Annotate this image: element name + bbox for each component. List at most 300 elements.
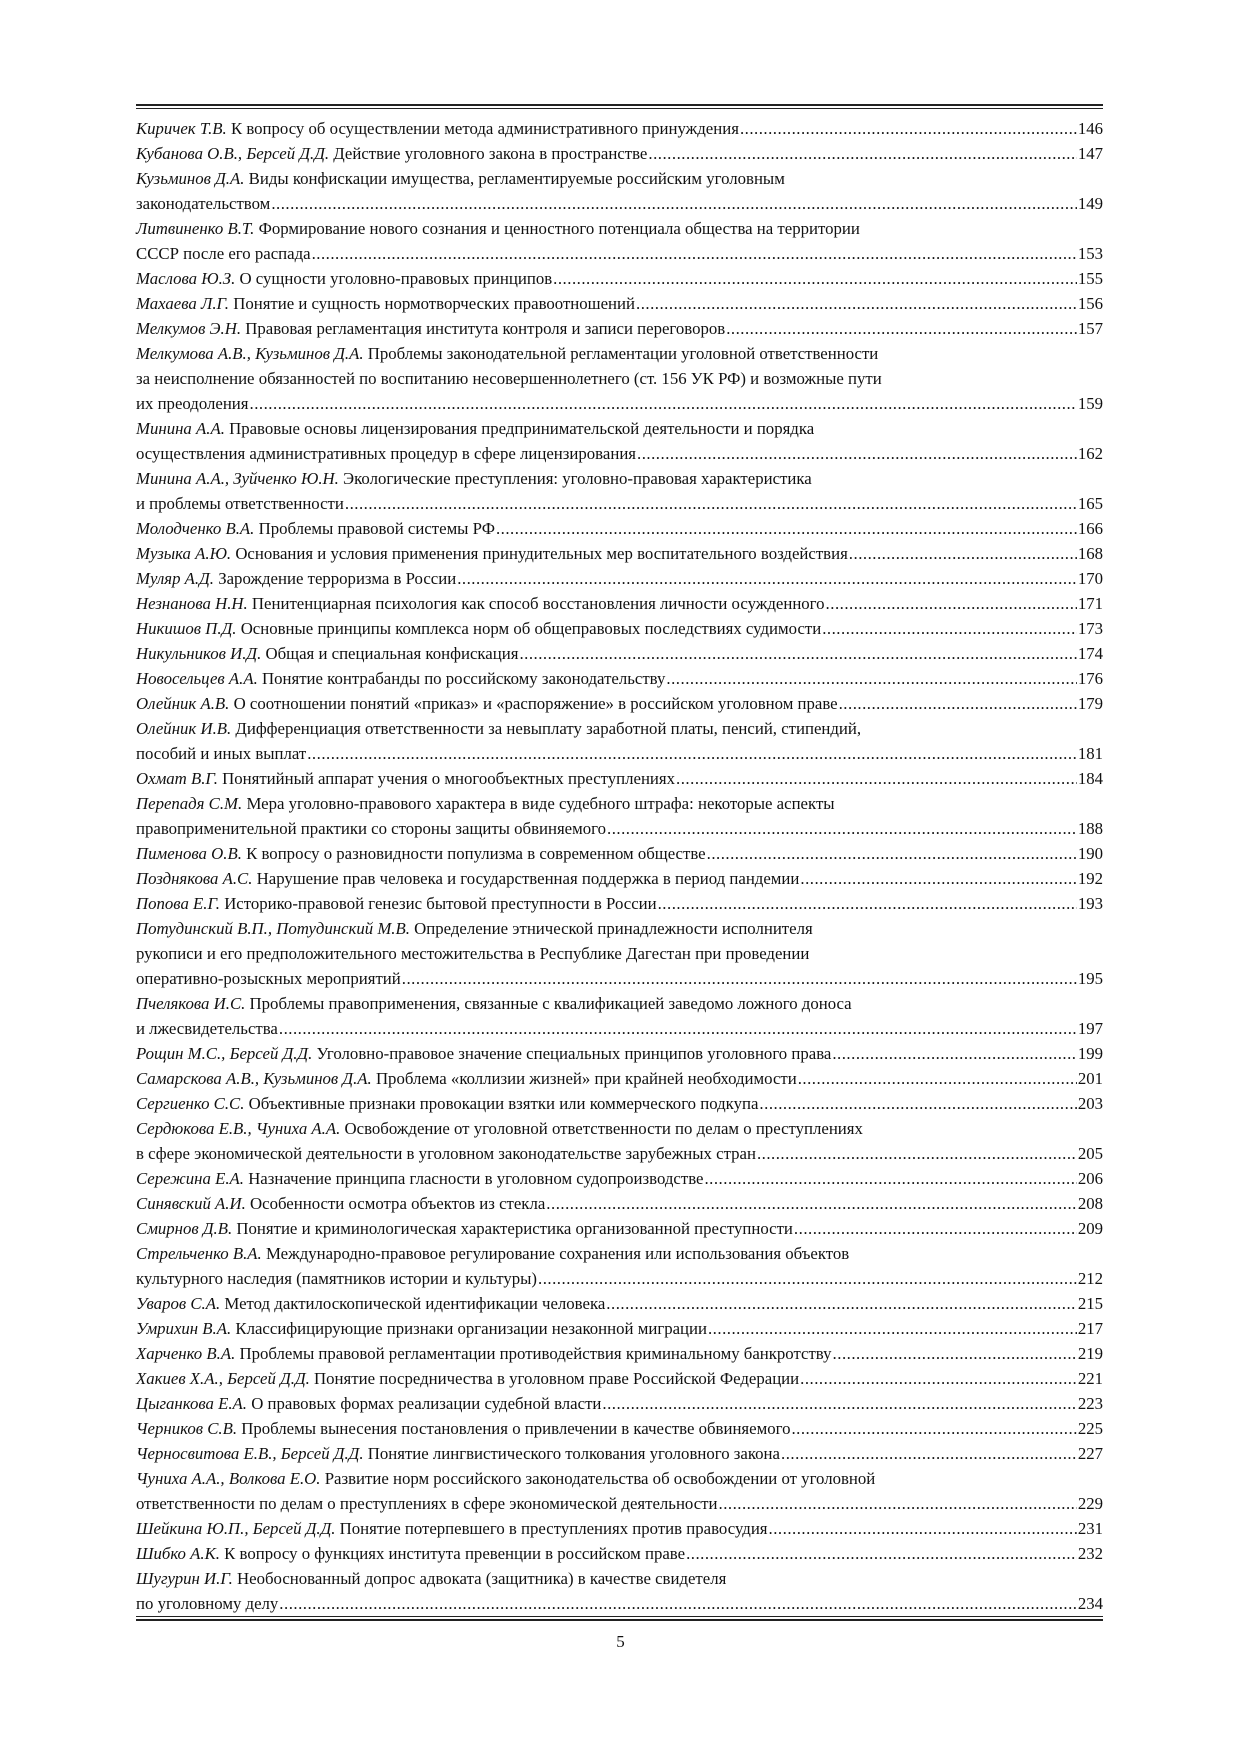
- toc-entry-page: 188: [1077, 819, 1103, 838]
- toc-entry-title: и проблемы ответственности: [136, 494, 344, 513]
- toc-entry-author: Потудинский В.П., Потудинский М.В.: [136, 919, 410, 938]
- toc-entry-author: Киричек Т.В.: [136, 119, 227, 138]
- toc-entry[interactable]: [136, 716, 1103, 766]
- toc-entry-line: [136, 1491, 1103, 1516]
- dot-leader: [637, 441, 1077, 466]
- toc-entry[interactable]: [136, 1541, 1103, 1566]
- toc-entry-title: законодательством: [136, 194, 271, 213]
- dot-leader: [538, 1266, 1077, 1291]
- toc-entry-line: [136, 1541, 1103, 1566]
- toc-entry-author: Сергиенко С.С.: [136, 1094, 245, 1113]
- toc-entry-author: Мелкумова А.В., Кузьминов Д.А.: [136, 344, 364, 363]
- dot-leader: [707, 841, 1077, 866]
- toc-entry-page: 225: [1077, 1419, 1103, 1438]
- toc-entry-author: Молодченко В.А.: [136, 519, 255, 538]
- dot-leader: [307, 741, 1077, 766]
- toc-entry[interactable]: [136, 1216, 1103, 1241]
- toc-entry-author: Кубанова О.В., Берсей Д.Д.: [136, 144, 330, 163]
- toc-entry-line: [136, 491, 1103, 516]
- toc-entry-author: Шибко А.К.: [136, 1544, 220, 1563]
- toc-entry[interactable]: [136, 141, 1103, 166]
- toc-entry-page: 176: [1077, 669, 1103, 688]
- toc-entry-line: [136, 916, 1103, 941]
- toc-entry-page: 215: [1077, 1294, 1103, 1313]
- dot-leader: [719, 1491, 1077, 1516]
- toc-entry-author: Рощин М.С., Берсей Д.Д.: [136, 1044, 313, 1063]
- toc-entry-line: [136, 1441, 1103, 1466]
- toc-entry-line: [136, 541, 1103, 566]
- toc-entry-title: в сфере экономической деятельности в уголовном законодательстве зарубежных стран: [136, 1144, 756, 1163]
- toc-entry-line: [136, 1266, 1103, 1291]
- toc-entry-author: Музыка А.Ю.: [136, 544, 232, 563]
- toc-entry-title: Проблемы вынесения постановления о привлечении в качестве обвиняемого: [241, 1419, 791, 1438]
- dot-leader: [757, 1141, 1077, 1166]
- toc-entry[interactable]: [136, 1366, 1103, 1391]
- toc-entry-title: Определение этнической принадлежности исполнителя: [414, 919, 813, 938]
- toc-entry[interactable]: [136, 341, 1103, 416]
- toc-entry-author: Пименова О.В.: [136, 844, 242, 863]
- dot-leader: [345, 491, 1077, 516]
- toc-entry-line: [136, 1216, 1103, 1241]
- toc-entry[interactable]: [136, 766, 1103, 791]
- toc-entry-page: 171: [1077, 594, 1103, 613]
- dot-leader: [726, 316, 1077, 341]
- toc-entry-author: Маслова Ю.З.: [136, 269, 236, 288]
- dot-leader: [800, 1366, 1077, 1391]
- dot-leader: [839, 691, 1077, 716]
- toc-entry-page: 153: [1077, 244, 1103, 263]
- toc-entry-title: Правовая регламентация института контроля и записи переговоров: [245, 319, 726, 338]
- toc-entry[interactable]: [136, 591, 1103, 616]
- toc-entry-line: [136, 741, 1103, 766]
- toc-entry-title: Особенности осмотра объектов из стекла: [250, 1194, 546, 1213]
- toc-entry-page: 190: [1077, 844, 1103, 863]
- toc-entry[interactable]: [136, 1566, 1103, 1616]
- toc-entry-author: Черносвитова Е.В., Берсей Д.Д.: [136, 1444, 364, 1463]
- toc-entry-line: [136, 216, 1103, 241]
- toc-entry-line: [136, 941, 1103, 966]
- toc-entry[interactable]: [136, 291, 1103, 316]
- toc-entry-page: 206: [1077, 1169, 1103, 1188]
- toc-entry-line: [136, 441, 1103, 466]
- toc-entry[interactable]: [136, 541, 1103, 566]
- toc-entry-line: [136, 791, 1103, 816]
- toc-entry-page: 199: [1077, 1044, 1103, 1063]
- toc-entry-line: [136, 1466, 1103, 1491]
- toc-entry-title: О правовых формах реализации судебной власти: [251, 1394, 602, 1413]
- dot-leader: [546, 1191, 1077, 1216]
- toc-entry-page: 170: [1077, 569, 1103, 588]
- toc-entry-author: Шугурин И.Г.: [136, 1569, 233, 1588]
- toc-entry-author: Уваров С.А.: [136, 1294, 221, 1313]
- toc-entry-title: культурного наследия (памятников истории и культуры): [136, 1269, 538, 1288]
- toc-entry-line: [136, 291, 1103, 316]
- toc-entry-title: К вопросу об осуществлении метода административного принуждения: [230, 119, 739, 138]
- toc-entry-page: 205: [1077, 1144, 1103, 1163]
- toc-entry-title: Необоснованный допрос адвоката (защитника) в качестве свидетеля: [237, 1569, 727, 1588]
- toc-entry-title: Мера уголовно-правового характера в виде судебного штрафа: некоторые аспекты: [246, 794, 835, 813]
- toc-entry-page: 173: [1077, 619, 1103, 638]
- toc-entry-page: 162: [1077, 444, 1103, 463]
- toc-entry-page: 219: [1077, 1344, 1103, 1363]
- toc-entry-title: Понятие и сущность нормотворческих правоотношений: [233, 294, 635, 313]
- toc-entry-title: Дифференциация ответственности за невыплату заработной платы, пенсий, стипендий,: [235, 719, 862, 738]
- toc-entry-author: Махаева Л.Г.: [136, 294, 229, 313]
- toc-entry-page: 146: [1077, 119, 1103, 138]
- dot-leader: [519, 641, 1076, 666]
- toc-entry-page: 209: [1077, 1219, 1103, 1238]
- dot-leader: [666, 666, 1076, 691]
- toc-entry-title: их преодоления: [136, 394, 249, 413]
- toc-entry-author: Незнанова Н.Н.: [136, 594, 248, 613]
- toc-entry-author: Кузьминов Д.А.: [136, 169, 245, 188]
- toc-entry-title: К вопросу о функциях института превенции в российском праве: [224, 1544, 686, 1563]
- toc-entry-page: 181: [1077, 744, 1103, 763]
- toc-entry-page: 212: [1077, 1269, 1103, 1288]
- toc-entry-line: [136, 1041, 1103, 1066]
- toc-entry-page: 149: [1077, 194, 1103, 213]
- toc-entry-page: 166: [1077, 519, 1103, 538]
- dot-leader: [312, 241, 1077, 266]
- toc-entry-title: Объективные признаки провокации взятки или коммерческого подкупа: [248, 1094, 759, 1113]
- toc-entry-line: [136, 691, 1103, 716]
- toc-entry-page: 193: [1077, 894, 1103, 913]
- toc-entry-line: [136, 716, 1103, 741]
- toc-entry-line: [136, 891, 1103, 916]
- toc-entry-line: [136, 766, 1103, 791]
- toc-entry-line: [136, 166, 1103, 191]
- toc-entry[interactable]: [136, 566, 1103, 591]
- dot-leader: [832, 1041, 1076, 1066]
- toc-entry-author: Стрельченко В.А.: [136, 1244, 262, 1263]
- toc-entry-line: [136, 1141, 1103, 1166]
- toc-entry-line: [136, 1366, 1103, 1391]
- dot-leader: [457, 566, 1077, 591]
- toc-entry-page: 192: [1077, 869, 1103, 888]
- toc-entry-author: Синявский А.И.: [136, 1194, 246, 1213]
- dot-leader: [849, 541, 1077, 566]
- toc-entry-title: Международно-правовое регулирование сохранения или использования объектов: [265, 1244, 850, 1263]
- toc-entry-author: Никишов П.Д.: [136, 619, 237, 638]
- toc-entry-page: 168: [1077, 544, 1103, 563]
- dot-leader: [759, 1091, 1076, 1116]
- toc-entry-title: Освобождение от уголовной ответственности по делам о преступлениях: [344, 1119, 863, 1138]
- toc-entry-line: [136, 616, 1103, 641]
- table-of-contents: [136, 116, 1103, 1616]
- toc-entry[interactable]: [136, 991, 1103, 1041]
- toc-entry-page: 157: [1077, 319, 1103, 338]
- dot-leader: [740, 116, 1077, 141]
- toc-entry-title: Назначение принципа гласности в уголовном судопроизводстве: [248, 1169, 704, 1188]
- dot-leader: [271, 191, 1077, 216]
- dot-leader: [648, 141, 1076, 166]
- toc-entry-page: 147: [1077, 144, 1103, 163]
- dot-leader: [250, 391, 1077, 416]
- toc-entry-title: Понятие потерпевшего в преступлениях против правосудия: [339, 1519, 768, 1538]
- toc-entry-line: [136, 991, 1103, 1016]
- toc-entry-title: ответственности по делам о преступлениях в сфере экономической деятельности: [136, 1494, 718, 1513]
- toc-entry-line: [136, 1341, 1103, 1366]
- toc-entry-author: Мелкумов Э.Н.: [136, 319, 242, 338]
- dot-leader: [676, 766, 1077, 791]
- toc-entry[interactable]: [136, 1466, 1103, 1516]
- toc-entry-line: [136, 566, 1103, 591]
- toc-entry-author: Харченко В.А.: [136, 1344, 236, 1363]
- toc-entry-title: осуществления административных процедур в сфере лицензирования: [136, 444, 637, 463]
- toc-entry-line: [136, 841, 1103, 866]
- toc-entry-title: О соотношении понятий «приказ» и «распоряжение» в российском уголовном праве: [233, 694, 838, 713]
- toc-entry-author: Хакиев Х.А., Берсей Д.Д.: [136, 1369, 310, 1388]
- toc-entry-line: [136, 1566, 1103, 1591]
- dot-leader: [279, 1591, 1077, 1616]
- toc-entry-page: 208: [1077, 1194, 1103, 1213]
- toc-entry[interactable]: [136, 1291, 1103, 1316]
- toc-entry-author: Позднякова А.С.: [136, 869, 253, 888]
- toc-entry[interactable]: [136, 666, 1103, 691]
- toc-entry[interactable]: [136, 691, 1103, 716]
- toc-entry[interactable]: [136, 166, 1103, 216]
- toc-entry-author: Муляр А.Д.: [136, 569, 214, 588]
- toc-entry-line: [136, 591, 1103, 616]
- dot-leader: [686, 1541, 1077, 1566]
- toc-entry-title: Понятие контрабанды по российскому законодательству: [262, 669, 666, 688]
- toc-entry-line: [136, 316, 1103, 341]
- dot-leader: [606, 1291, 1077, 1316]
- toc-entry[interactable]: [136, 866, 1103, 891]
- toc-entry-author: Сережина Е.А.: [136, 1169, 244, 1188]
- toc-entry-line: [136, 466, 1103, 491]
- toc-entry-line: [136, 1116, 1103, 1141]
- toc-entry-line: [136, 366, 1103, 391]
- toc-entry-line: [136, 1066, 1103, 1091]
- toc-entry-title: Проблемы правовой системы РФ: [258, 519, 495, 538]
- toc-entry-line: [136, 116, 1103, 141]
- toc-entry-title: Пенитенциарная психология как способ восстановления личности осужденного: [251, 594, 825, 613]
- dot-leader: [496, 516, 1077, 541]
- dot-leader: [833, 1341, 1077, 1366]
- toc-entry-page: 221: [1077, 1369, 1103, 1388]
- toc-entry-title: Виды конфискации имущества, регламентируемые российским уголовным: [248, 169, 785, 188]
- dot-leader: [791, 1416, 1076, 1441]
- toc-entry[interactable]: [136, 316, 1103, 341]
- toc-entry-title: и лжесвидетельства: [136, 1019, 278, 1038]
- toc-entry-title: Основания и условия применения принудительных мер воспитательного воздействия: [235, 544, 848, 563]
- toc-entry-page: 227: [1077, 1444, 1103, 1463]
- toc-entry-line: [136, 341, 1103, 366]
- toc-entry-line: [136, 816, 1103, 841]
- toc-entry-title: Проблемы правовой регламентации противодействия криминальному банкротству: [239, 1344, 832, 1363]
- toc-entry-line: [136, 416, 1103, 441]
- dot-leader: [708, 1316, 1077, 1341]
- toc-entry-line: [136, 1316, 1103, 1341]
- toc-entry-title: за неисполнение обязанностей по воспитанию несовершеннолетнего (ст. 156 УК РФ) и возможные пути: [136, 369, 882, 388]
- toc-entry-page: 184: [1077, 769, 1103, 788]
- toc-entry-line: [136, 1291, 1103, 1316]
- toc-entry-title: СССР после его распада: [136, 244, 311, 263]
- toc-entry-author: Олейник А.В.: [136, 694, 230, 713]
- toc-entry-title: Проблемы законодательной регламентации уголовной ответственности: [367, 344, 879, 363]
- toc-entry-line: [136, 141, 1103, 166]
- toc-entry-title: пособий и иных выплат: [136, 744, 307, 763]
- toc-entry[interactable]: [136, 216, 1103, 266]
- toc-entry-author: Черников С.В.: [136, 1419, 238, 1438]
- dot-leader: [602, 1391, 1076, 1416]
- toc-entry-author: Попова Е.Г.: [136, 894, 220, 913]
- toc-entry-title: Понятие лингвистического толкования уголовного закона: [367, 1444, 780, 1463]
- toc-entry-author: Пчелякова И.С.: [136, 994, 246, 1013]
- toc-entry[interactable]: [136, 1066, 1103, 1091]
- toc-entry-title: Экологические преступления: уголовно-правовая характеристика: [343, 469, 812, 488]
- toc-entry-author: Самарскова А.В., Кузьминов Д.А.: [136, 1069, 372, 1088]
- toc-entry[interactable]: [136, 1441, 1103, 1466]
- dot-leader: [781, 1441, 1077, 1466]
- toc-entry[interactable]: [136, 1166, 1103, 1191]
- toc-entry-title: Проблема «коллизии жизней» при крайней необходимости: [375, 1069, 797, 1088]
- toc-entry-line: [136, 241, 1103, 266]
- dot-leader: [822, 616, 1077, 641]
- toc-entry-title: Развитие норм российского законодательства об освобождении от уголовной: [324, 1469, 876, 1488]
- toc-entry-author: Умрихин В.А.: [136, 1319, 232, 1338]
- dot-leader: [800, 866, 1076, 891]
- toc-entry-line: [136, 1516, 1103, 1541]
- toc-entry-title: Понятие и криминологическая характеристика организованной преступности: [236, 1219, 793, 1238]
- toc-entry[interactable]: [136, 1516, 1103, 1541]
- toc-entry-title: по уголовному делу: [136, 1594, 279, 1613]
- toc-entry[interactable]: [136, 266, 1103, 291]
- toc-entry[interactable]: [136, 791, 1103, 841]
- toc-entry-page: 165: [1077, 494, 1103, 513]
- toc-entry[interactable]: [136, 1241, 1103, 1291]
- toc-entry-page: 223: [1077, 1394, 1103, 1413]
- toc-entry-line: [136, 1016, 1103, 1041]
- toc-entry-page: 174: [1077, 644, 1103, 663]
- toc-entry-line: [136, 1091, 1103, 1116]
- toc-entry-author: Смирнов Д.В.: [136, 1219, 233, 1238]
- toc-entry-title: Классифицирующие признаки организации незаконной миграции: [235, 1319, 707, 1338]
- toc-entry-title: Действие уголовного закона в пространстве: [333, 144, 648, 163]
- toc-entry[interactable]: [136, 641, 1103, 666]
- toc-entry-page: 232: [1077, 1544, 1103, 1563]
- toc-entry-author: Цыганкова Е.А.: [136, 1394, 247, 1413]
- toc-entry[interactable]: [136, 1041, 1103, 1066]
- toc-entry[interactable]: [136, 416, 1103, 466]
- toc-entry-page: 159: [1077, 394, 1103, 413]
- toc-entry-page: 234: [1077, 1594, 1103, 1613]
- toc-entry-page: 217: [1077, 1319, 1103, 1338]
- dot-leader: [826, 591, 1077, 616]
- toc-entry[interactable]: [136, 916, 1103, 991]
- toc-entry-line: [136, 1416, 1103, 1441]
- toc-entry-line: [136, 191, 1103, 216]
- toc-entry-page: 203: [1077, 1094, 1103, 1113]
- toc-entry[interactable]: [136, 891, 1103, 916]
- dot-leader: [636, 291, 1077, 316]
- toc-entry[interactable]: [136, 466, 1103, 516]
- toc-entry-author: Литвиненко В.Т.: [136, 219, 255, 238]
- dot-leader: [769, 1516, 1077, 1541]
- toc-entry-author: Олейник И.В.: [136, 719, 232, 738]
- toc-entry-author: Сердюкова Е.В., Чуниха А.А.: [136, 1119, 341, 1138]
- toc-entry-title: Основные принципы комплекса норм об общеправовых последствиях судимости: [240, 619, 822, 638]
- toc-entry-author: Шейкина Ю.П., Берсей Д.Д.: [136, 1519, 336, 1538]
- toc-entry-title: Формирование нового сознания и ценностного потенциала общества на территории: [258, 219, 860, 238]
- toc-entry-title: правоприменительной практики со стороны защиты обвиняемого: [136, 819, 606, 838]
- dot-leader: [798, 1066, 1077, 1091]
- toc-entry-author: Новосельцев А.А.: [136, 669, 258, 688]
- toc-entry-author: Минина А.А.: [136, 419, 225, 438]
- toc-entry-line: [136, 1591, 1103, 1616]
- toc-entry[interactable]: [136, 1116, 1103, 1166]
- toc-entry-title: Правовые основы лицензирования предпринимательской деятельности и порядка: [229, 419, 815, 438]
- toc-entry-line: [136, 1166, 1103, 1191]
- toc-entry[interactable]: [136, 516, 1103, 541]
- toc-entry-page: 229: [1077, 1494, 1103, 1513]
- toc-entry-title: Общая и специальная конфискация: [265, 644, 519, 663]
- dot-leader: [553, 266, 1077, 291]
- toc-entry-page: 197: [1077, 1019, 1103, 1038]
- toc-entry-title: Проблемы правоприменения, связанные с квалификацией заведомо ложного доноса: [249, 994, 852, 1013]
- toc-entry[interactable]: [136, 116, 1103, 141]
- toc-entry[interactable]: [136, 1391, 1103, 1416]
- toc-entry-title: Понятийный аппарат учения о многообъектных преступлениях: [222, 769, 676, 788]
- toc-entry[interactable]: [136, 1191, 1103, 1216]
- dot-leader: [279, 1016, 1077, 1041]
- toc-entry[interactable]: [136, 841, 1103, 866]
- toc-entry[interactable]: [136, 1316, 1103, 1341]
- toc-entry-author: Перепадя С.М.: [136, 794, 243, 813]
- toc-entry[interactable]: [136, 616, 1103, 641]
- dot-leader: [607, 816, 1077, 841]
- toc-entry-title: О сущности уголовно-правовых принципов: [239, 269, 553, 288]
- toc-entry[interactable]: [136, 1341, 1103, 1366]
- toc-entry-title: Нарушение прав человека и государственная поддержка в период пандемии: [256, 869, 800, 888]
- toc-entry-page: 201: [1077, 1069, 1103, 1088]
- toc-entry-author: Минина А.А., Зуйченко Ю.Н.: [136, 469, 339, 488]
- toc-entry-title: Метод дактилоскопической идентификации человека: [224, 1294, 606, 1313]
- toc-entry-line: [136, 641, 1103, 666]
- toc-entry[interactable]: [136, 1091, 1103, 1116]
- toc-entry-title: Уголовно-правовое значение специальных принципов уголовного права: [316, 1044, 832, 1063]
- dot-leader: [402, 966, 1077, 991]
- toc-entry-line: [136, 1241, 1103, 1266]
- toc-entry-page: 195: [1077, 969, 1103, 988]
- page-number: 5: [616, 1632, 625, 1651]
- toc-entry-title: оперативно-розыскных мероприятий: [136, 969, 401, 988]
- toc-entry-page: 156: [1077, 294, 1103, 313]
- toc-entry-line: [136, 1191, 1103, 1216]
- toc-entry-line: [136, 966, 1103, 991]
- dot-leader: [794, 1216, 1077, 1241]
- dot-leader: [658, 891, 1077, 916]
- toc-entry-title: рукописи и его предположительного местожительства в Республике Дагестан при проведении: [136, 944, 810, 963]
- toc-entry-line: [136, 666, 1103, 691]
- toc-entry-line: [136, 391, 1103, 416]
- toc-entry-author: Чуниха А.А., Волкова Е.О.: [136, 1469, 321, 1488]
- toc-entry-line: [136, 1391, 1103, 1416]
- toc-entry-author: Охмат В.Г.: [136, 769, 218, 788]
- toc-entry-page: 231: [1077, 1519, 1103, 1538]
- toc-entry-line: [136, 266, 1103, 291]
- toc-entry-title: Зарождение терроризма в России: [218, 569, 457, 588]
- toc-entry-page: 155: [1077, 269, 1103, 288]
- toc-entry-title: Понятие посредничества в уголовном праве Российской Федерации: [314, 1369, 800, 1388]
- toc-entry-line: [136, 866, 1103, 891]
- toc-entry-title: К вопросу о разновидности популизма в современном обществе: [246, 844, 706, 863]
- toc-entry-author: Никульников И.Д.: [136, 644, 262, 663]
- dot-leader: [704, 1166, 1076, 1191]
- toc-entry-title: Историко-правовой генезис бытовой преступности в России: [224, 894, 657, 913]
- toc-entry[interactable]: [136, 1416, 1103, 1441]
